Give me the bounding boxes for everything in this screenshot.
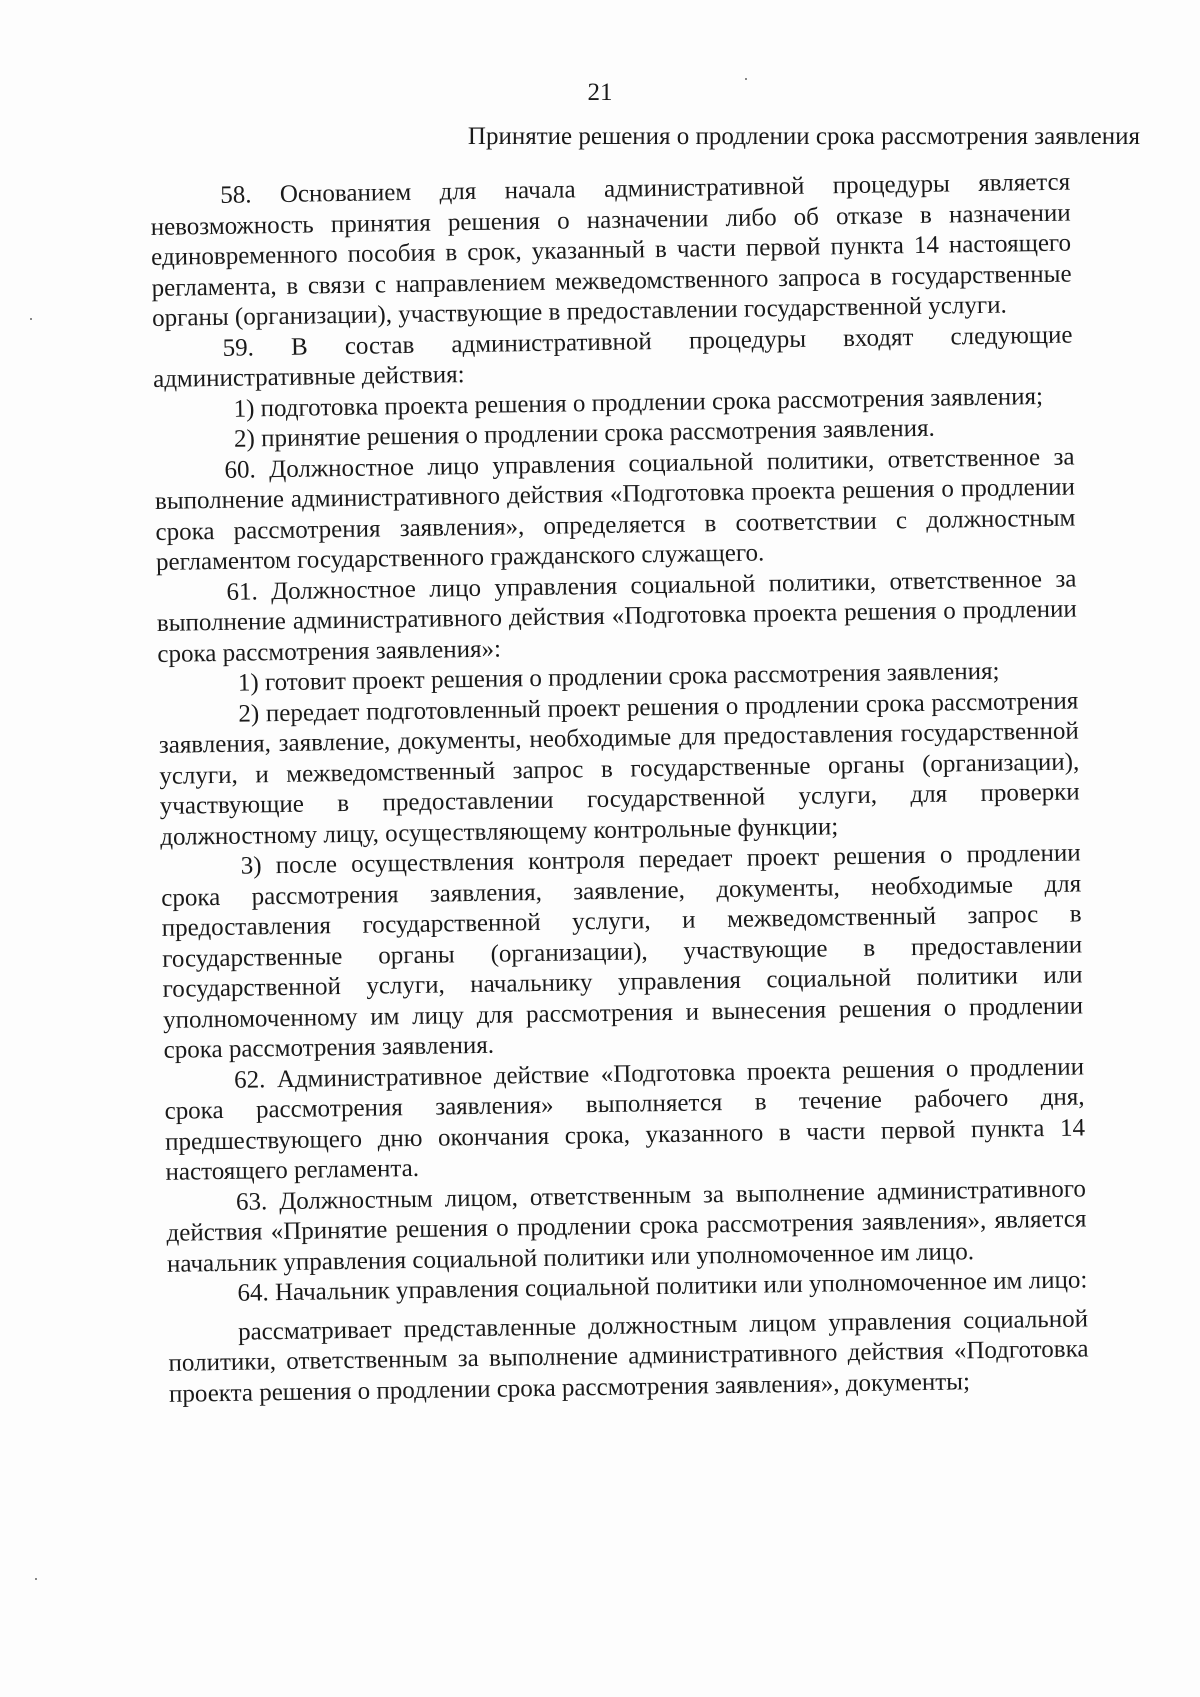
paragraph-60: 60. Должностное лицо управления социальной политики, ответственное за выполнение административного действия «Подготовка проекта решения о продлении срока рассмотрения заявления», определяется в соответствии с должностным регламентом государственного гражданского служащего. [154, 443, 1076, 576]
paragraph-58: 58. Основанием для начала административной процедуры является невозможность принятия решения о назначении либо об отказе в назначении единовременного пособия в срок, указанный в части первой пункта 14 настоящего регламента, в связи с направлением межведомственного запроса в государственные органы (организации), участвующие в предоставлении государственной услуги. [150, 168, 1072, 332]
list-item: 1) подготовка проекта решения о продлении срока рассмотрения заявления; [233, 382, 1044, 423]
scan-speck [745, 78, 747, 80]
paragraph-59: 59. В состав административной процедуры входят следующие административные действия: [152, 321, 1073, 393]
list-item: 1) готовит проект решения о продлении срока рассмотрения заявления; [237, 657, 1000, 697]
list-item: 2) передает подготовленный проект решения о продлении срока рассмотрения заявления, заявление, документы, необходимые для предоставления государственной услуги, и межведомственный запрос в государственные органы (организации), участвующие в предоставлении государственной услуги, для проверки должностному лицу, осуществляющему контрольные функции; [158, 686, 1080, 851]
section-title: Принятие решения о продлении срока рассмотрения заявления [467, 123, 1140, 150]
paragraph-63: 63. Должностным лицом, ответственным за выполнение административного действия «Принятие решения о продлении срока рассмотрения заявления», является начальник управления социальной политики или уполномоченное им лицо. [166, 1174, 1087, 1278]
paragraph-64-text: рассматривает представленные должностным лицом управления социальной политики, ответственным за выполнение административного действия «Подготовка проекта решения о продлении срока рассмотрения заявления», документы; [168, 1304, 1089, 1408]
list-item: 2) принятие решения о продлении срока рассмотрения заявления. [233, 414, 935, 453]
document-body [150, 168, 1089, 1410]
paragraph-62: 62. Административное действие «Подготовка проекта решения о продлении срока рассмотрения заявления» выполняется в течение рабочего дня, предшествующего дню окончания срока, указанного в части первой пункта 14 настоящего регламента. [164, 1052, 1086, 1186]
scan-speck [35, 1578, 37, 1580]
paragraph-64: 64. Начальник управления социальной политики или уполномоченное им лицо: [237, 1266, 1088, 1307]
list-item: 3) после осуществления контроля передает проект решения о продлении срока рассмотрения заявления, заявление, документы, необходимые для предоставления государственной услуги, и межведомственный запрос в государственные органы (организации), участвующие в предоставлении государственной услуги, начальнику управления социальной политики или уполномоченному им лицу для рассмотрения и вынесения решения о продлении срока рассмотрения заявления. [161, 839, 1084, 1064]
scan-speck [30, 318, 32, 320]
paragraph-61: 61. Должностное лицо управления социальной политики, ответственное за выполнение административного действия «Подготовка проекта решения о продлении срока рассмотрения заявления»: [156, 565, 1078, 668]
page-number: 21 [587, 79, 613, 106]
